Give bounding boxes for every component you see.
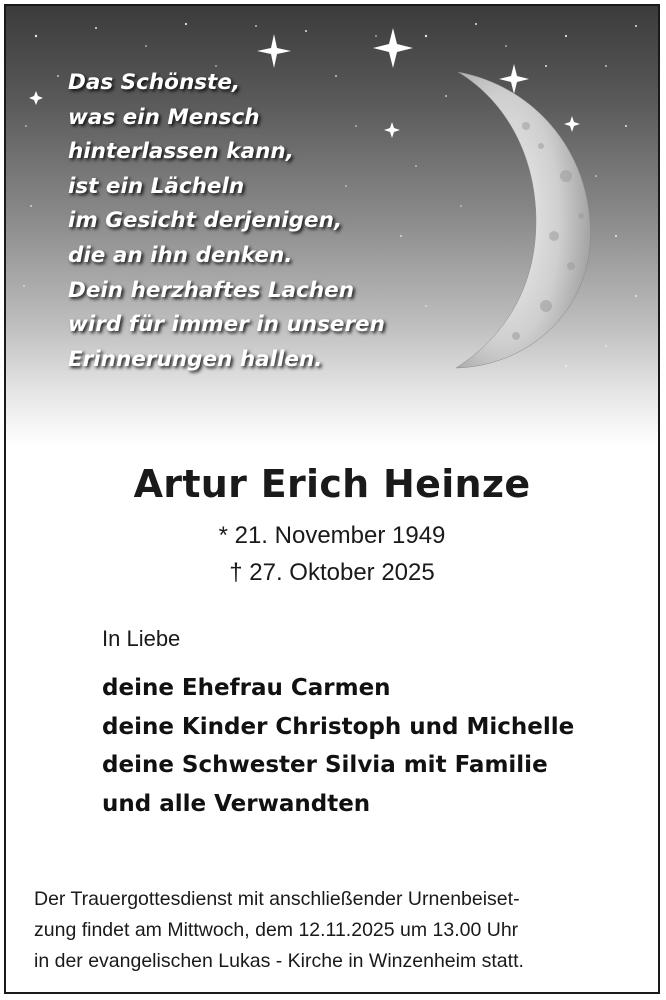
poem-line: wird für immer in unseren [68, 312, 385, 338]
poem-line: was ein Mensch [68, 104, 260, 130]
mourner-line: deine Schwester Silvia mit Familie [102, 752, 548, 778]
birth-date: * 21. November 1949 [218, 522, 446, 549]
memorial-poem [68, 66, 428, 377]
poem-line: Dein herzhaftes Lachen [68, 277, 355, 303]
poem-line: Das Schönste, [68, 70, 241, 95]
mourner-line: deine Ehefrau Carmen [102, 675, 391, 701]
in-love-intro: In Liebe [102, 626, 181, 651]
poem-line: hinterlassen kann, [68, 139, 294, 165]
deceased-name: Artur Erich Heinze [133, 462, 531, 506]
notice-line: Der Trauergottesdienst mit anschließender Urnenbeiset- [34, 888, 520, 910]
notice-line: in der evangelischen Lukas - Kirche in Winzenheim statt. [34, 950, 524, 972]
notice-line: zung findet am Mittwoch, dem 12.11.2025 um 13.00 Uhr [34, 919, 519, 941]
poem-line: Erinnerungen hallen. [68, 346, 323, 372]
poem-line: im Gesicht derjenigen, [68, 208, 343, 234]
mourners-list [102, 669, 574, 823]
death-date: † 27. Oktober 2025 [229, 559, 435, 586]
mourner-line: und alle Verwandten [102, 790, 371, 817]
poem-line: die an ihn denken. [68, 242, 293, 268]
obituary-frame [4, 4, 660, 994]
funeral-notice [34, 884, 644, 977]
crescent-moon-icon [456, 72, 590, 368]
poem-line: ist ein Lächeln [68, 173, 245, 199]
mourner-line: deine Kinder Christoph und Michelle [102, 713, 575, 740]
